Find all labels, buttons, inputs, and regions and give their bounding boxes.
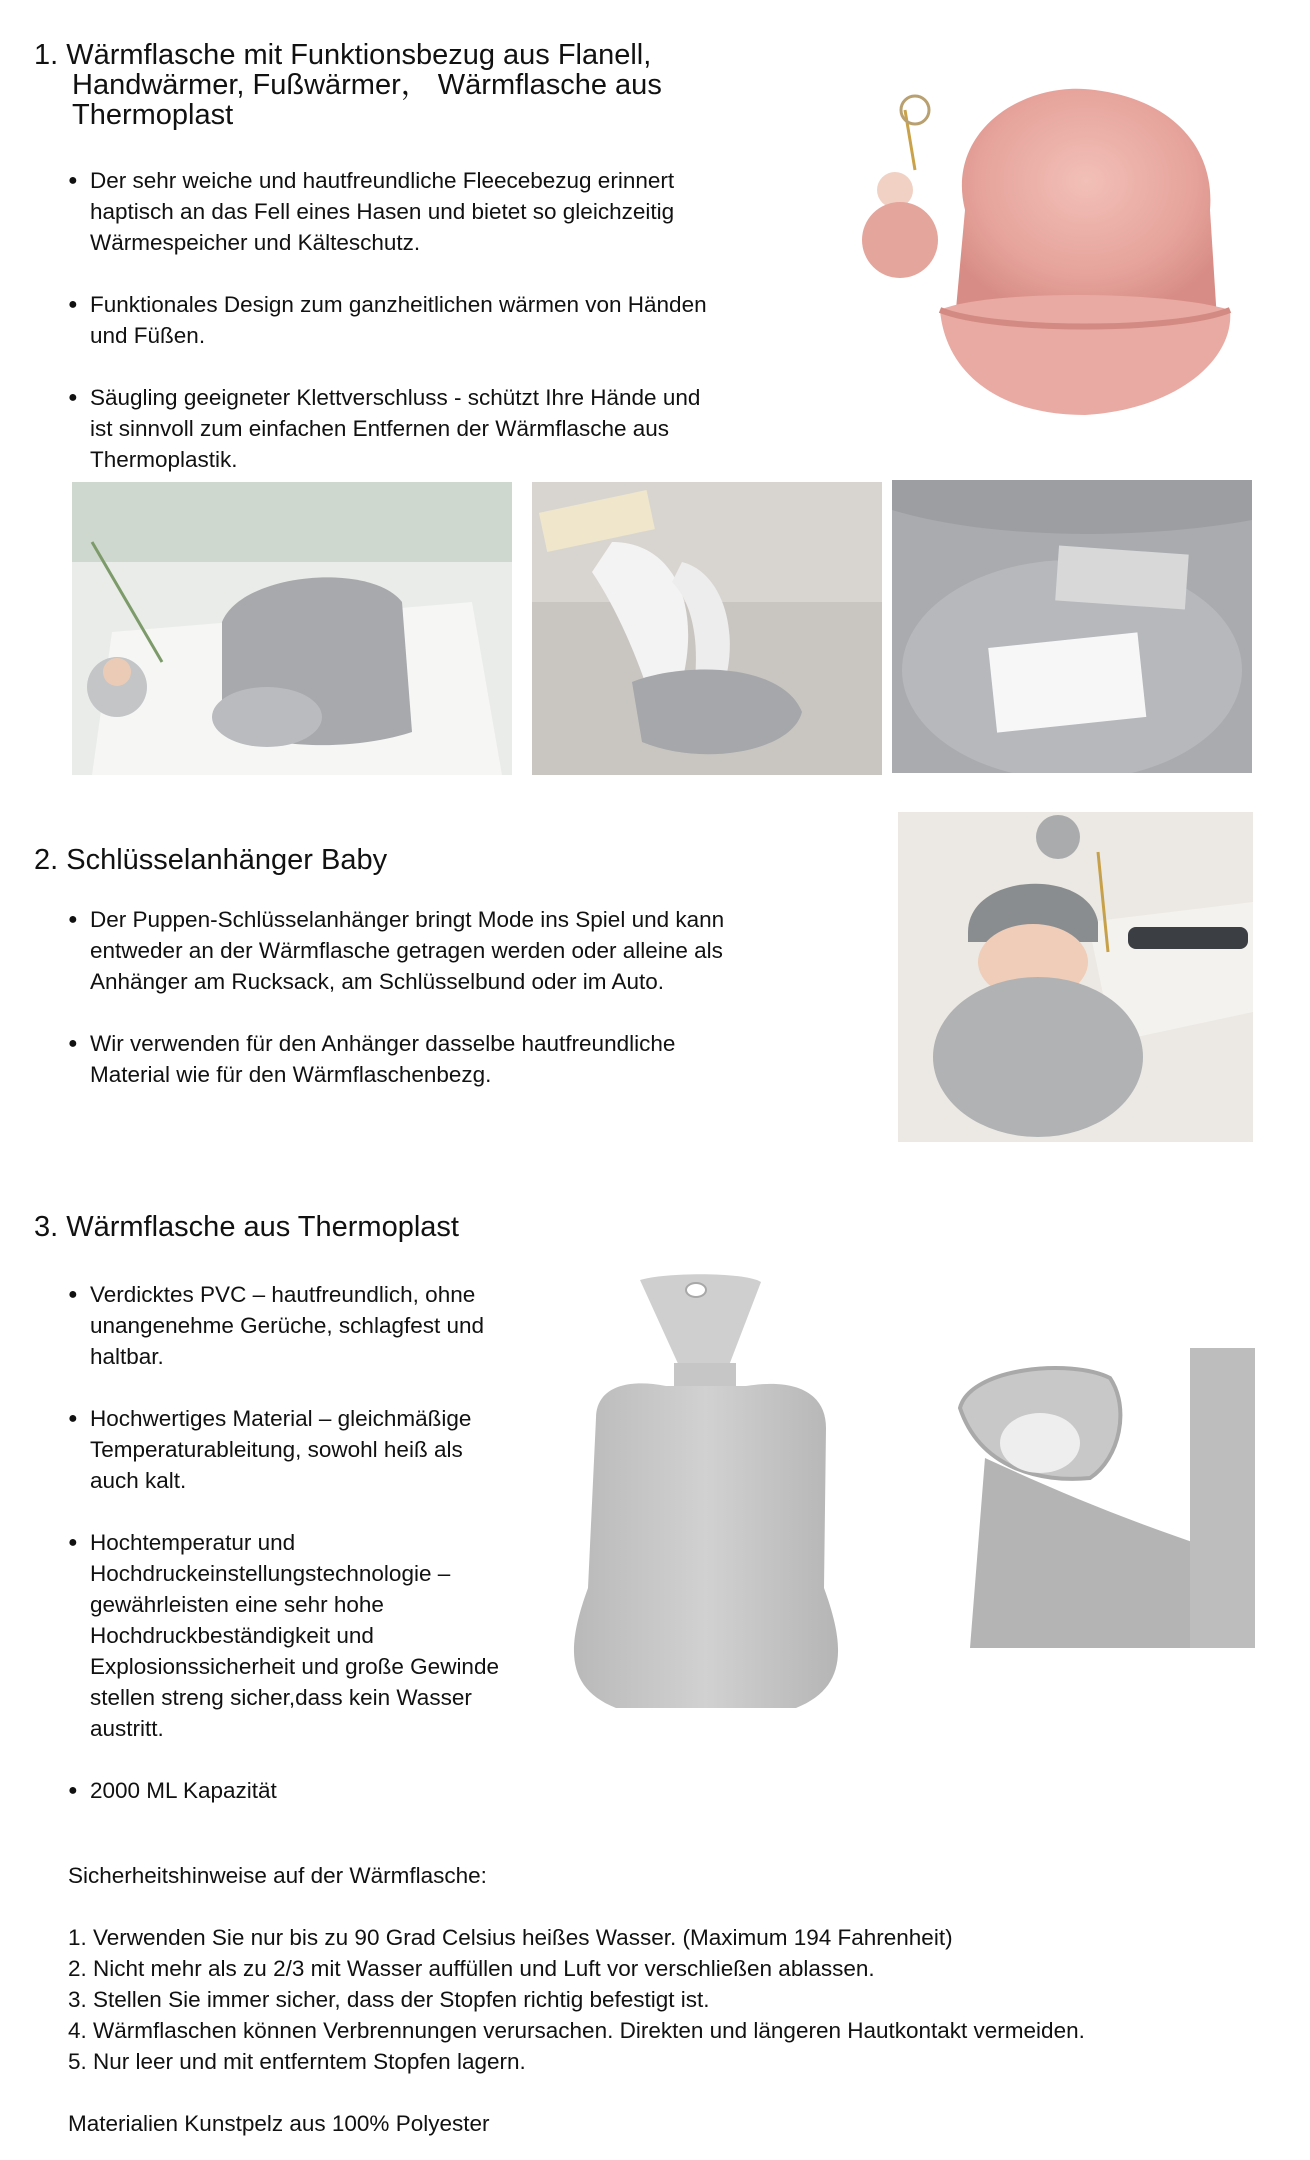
- bullet-line: ● Der Puppen-Schlüsselanhänger bringt Mode ins Spiel und kann: [90, 907, 725, 932]
- safety-item: 1. Verwenden Sie nur bis zu 90 Grad Celsius heißes Wasser. (Maximum 194 Fahrenheit): [68, 1925, 953, 1950]
- section2-bullets: [68, 904, 848, 1090]
- bullet-line: austritt.: [90, 1716, 164, 1741]
- material-info: Materialien Kunstpelz aus 100% Polyester: [68, 2111, 490, 2136]
- bullet-line: ● Hochtemperatur und: [90, 1530, 296, 1555]
- safety-item: 5. Nur leer und mit entferntem Stopfen lagern.: [68, 2049, 526, 2074]
- safety-item: 4. Wärmflaschen können Verbrennungen verursachen. Direkten und längeren Hautkontakt vermeiden.: [68, 2018, 1085, 2043]
- bullet-item: [68, 904, 848, 997]
- section3-bullets: [68, 1279, 568, 1806]
- bullet-line: ● Wir verwenden für den Anhänger dasselbe hautfreundliche: [90, 1031, 676, 1056]
- bullet-line: unangenehme Gerüche, schlagfest und: [90, 1313, 485, 1338]
- bullet-line: ● Der sehr weiche und hautfreundliche Fleecebezug erinnert: [90, 168, 675, 193]
- bullet-item: [68, 165, 828, 258]
- bullet-line: ● Verdicktes PVC – hautfreundlich, ohne: [90, 1282, 476, 1307]
- bullet-line: Temperaturableitung, sowohl heiß als: [90, 1437, 463, 1462]
- bullet-line: Material wie für den Wärmflaschenbezg.: [90, 1062, 492, 1087]
- pink-cover-photo: [845, 70, 1245, 430]
- safety-title: Sicherheitshinweise auf der Wärmflasche:: [68, 1863, 487, 1888]
- bullet-line: ● Hochwertiges Material – gleichmäßige: [90, 1406, 472, 1431]
- bullet-item: [68, 1028, 848, 1090]
- bullet-item: [68, 1279, 568, 1372]
- safety-item: 3. Stellen Sie immer sicher, dass der Stopfen richtig befestigt ist.: [68, 1987, 710, 2012]
- section1-title-line: 1. Wärmflasche mit Funktionsbezug aus Flanell,: [34, 39, 652, 71]
- keychain-photo: [898, 812, 1253, 1142]
- section1-title: [34, 40, 662, 130]
- bullet-line: auch kalt.: [90, 1468, 187, 1493]
- bullet-line: ist sinnvoll zum einfachen Entfernen der Wärmflasche aus: [90, 416, 670, 441]
- bullet-item: [68, 382, 828, 475]
- bullet-item: [68, 1775, 568, 1806]
- bullet-line: ● Funktionales Design zum ganzheitlichen wärmen von Händen: [90, 292, 707, 317]
- bullet-line: stellen streng sicher,dass kein Wasser: [90, 1685, 472, 1710]
- bottle-photo: [556, 1268, 856, 1723]
- bullet-line: ● 2000 ML Kapazität: [90, 1778, 277, 1803]
- bullet-line: Hochdruckbeständigkeit und: [90, 1623, 374, 1648]
- bullet-line: gewährleisten eine sehr hohe: [90, 1592, 384, 1617]
- safety-item: 2. Nicht mehr als zu 2/3 mit Wasser auffüllen und Luft vor verschließen ablassen.: [68, 1956, 875, 1981]
- bullet-line: ● Säugling geeigneter Klettverschluss - schützt Ihre Hände und: [90, 385, 701, 410]
- section1-title-line: Thermoplast: [72, 99, 234, 131]
- hand-warmer-photo: [72, 482, 512, 775]
- section3-title: 3. Wärmflasche aus Thermoplast: [34, 1211, 459, 1243]
- bullet-line: Explosionssicherheit und große Gewinde: [90, 1654, 499, 1679]
- bullet-line: Hochdruckeinstellungstechnologie –: [90, 1561, 451, 1586]
- bullet-item: [68, 1403, 568, 1496]
- bullet-line: Thermoplastik.: [90, 447, 238, 472]
- section1-bullets: [68, 165, 828, 475]
- bullet-line: entweder an der Wärmflasche getragen werden oder alleine als: [90, 938, 723, 963]
- bullet-line: haptisch an das Fell eines Hasen und bietet so gleichzeitig: [90, 199, 675, 224]
- bullet-line: Anhänger am Rucksack, am Schlüsselbund oder im Auto.: [90, 969, 665, 994]
- foot-warmer-photo: [532, 482, 882, 775]
- bullet-item: [68, 289, 828, 351]
- safety-notes: [68, 1860, 1288, 2139]
- section1-title-line: Handwärmer, Fußwärmer， Wärmflasche aus: [72, 69, 662, 101]
- bullet-line: und Füßen.: [90, 323, 206, 348]
- bottle-neck-closeup-photo: [890, 1348, 1255, 1648]
- velcro-closeup-photo: [892, 480, 1252, 773]
- bullet-line: haltbar.: [90, 1344, 164, 1369]
- bullet-line: Wärmespeicher und Kälteschutz.: [90, 230, 421, 255]
- bullet-item: [68, 1527, 568, 1744]
- section2-title: 2. Schlüsselanhänger Baby: [34, 844, 388, 876]
